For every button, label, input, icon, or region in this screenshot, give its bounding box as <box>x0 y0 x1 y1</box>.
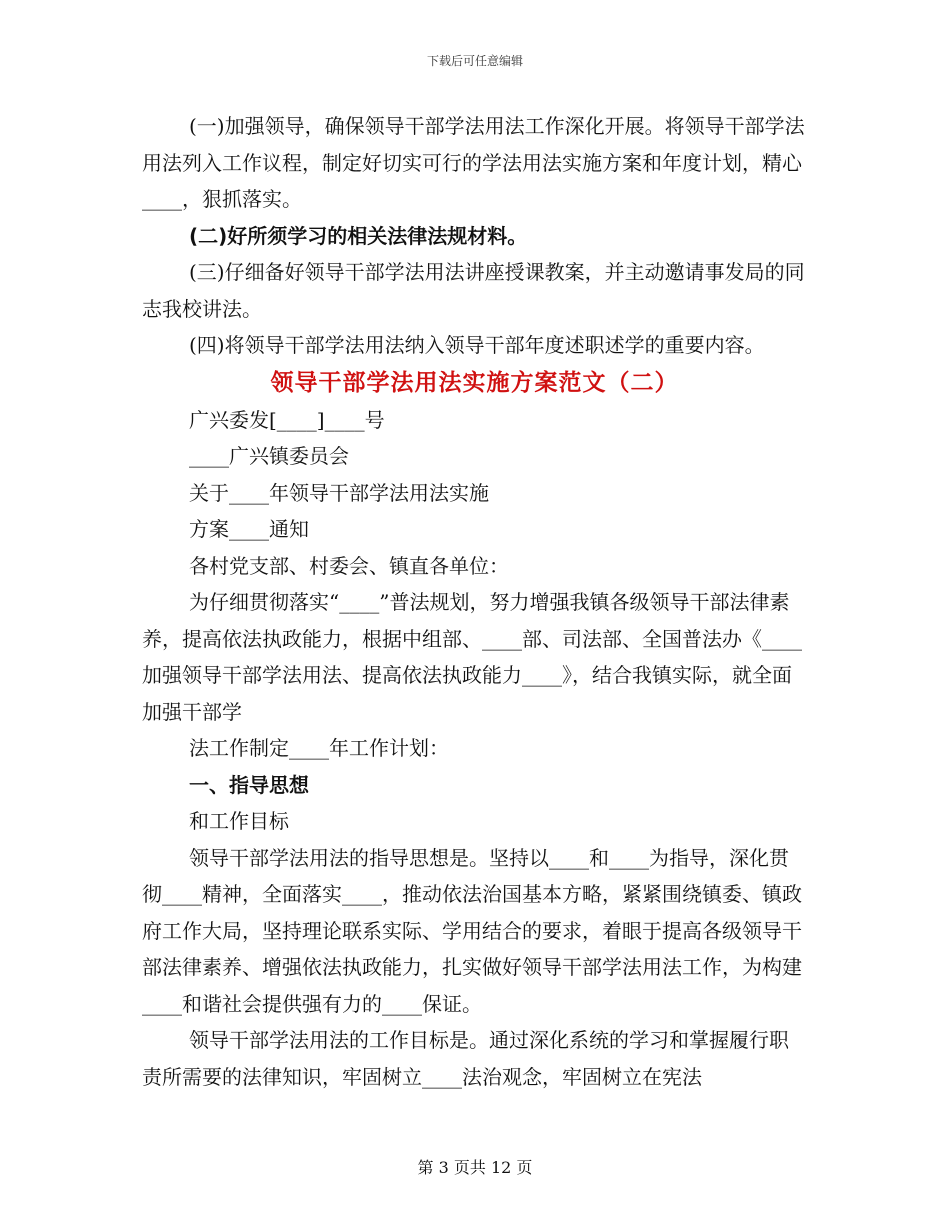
paragraph-15: 领导干部学法用法的工作目标是。通过深化系统的学习和掌握履行职责所需要的法律知识，牢固树立____法治观念，牢固树立在宪法 <box>142 1028 789 1089</box>
paragraph-5: 广兴委发[____]____号 <box>189 407 385 432</box>
paragraph-6: ____广兴镇委员会 <box>189 444 349 468</box>
paragraph-9: 各村党支部、村委会、镇直各单位： <box>189 553 509 578</box>
paragraph-8: 方案____通知 <box>189 517 309 541</box>
paragraph-14: 领导干部学法用法的指导思想是。坚持以____和____为指导，深化贯彻____精神，全面落实____，推动依法治国基本方略，紧紧围绕镇委、镇政府工作大局，坚持理论联系实际、学用结合的要求，着眼于提高各级领导干部法律素养、增强依法执政能力，扎实做好领导干部学法用法工作，为构建____和谐社会提供强有力的____保证。 <box>142 845 802 1016</box>
document-body <box>142 108 807 1095</box>
paragraph-1: (一)加强领导，确保领导干部学法用法工作深化开展。将领导干部学法用法列入工作议程，制定好切实可行的学法用法实施方案和年度计划，精心____，狠抓落实。 <box>142 114 805 211</box>
paragraph-4: (四)将领导干部学法用法纳入领导干部年度述职述学的重要内容。 <box>189 333 765 357</box>
paragraph-10: 为仔细贯彻落实“____”普法规划，努力增强我镇各级领导干部法律素养，提高依法执政能力，根据中组部、____部、司法部、全国普法办《____加强领导干部学法用法、提高依法执政能力____》，结合我镇实际，就全面加强干部学 <box>142 590 802 724</box>
paragraph-3: (三)仔细备好领导干部学法用法讲座授课教案，并主动邀请事发局的同志我校讲法。 <box>142 260 805 321</box>
paragraph-13: 和工作目标 <box>189 809 289 833</box>
paragraph-11: 法工作制定____年工作计划： <box>189 736 449 760</box>
paragraph-7: 关于____年领导干部学法用法实施 <box>189 480 489 505</box>
heading-guiding-thought: 一、指导思想 <box>189 772 309 797</box>
paragraph-2: (二)好所须学习的相关法律法规材料。 <box>189 223 528 248</box>
page-footer: 第 3 页共 12 页 <box>417 1158 533 1177</box>
page-header: 下载后可任意编辑 <box>426 54 523 68</box>
section-title: 领导干部学法用法实施方案范文（二） <box>270 369 679 396</box>
